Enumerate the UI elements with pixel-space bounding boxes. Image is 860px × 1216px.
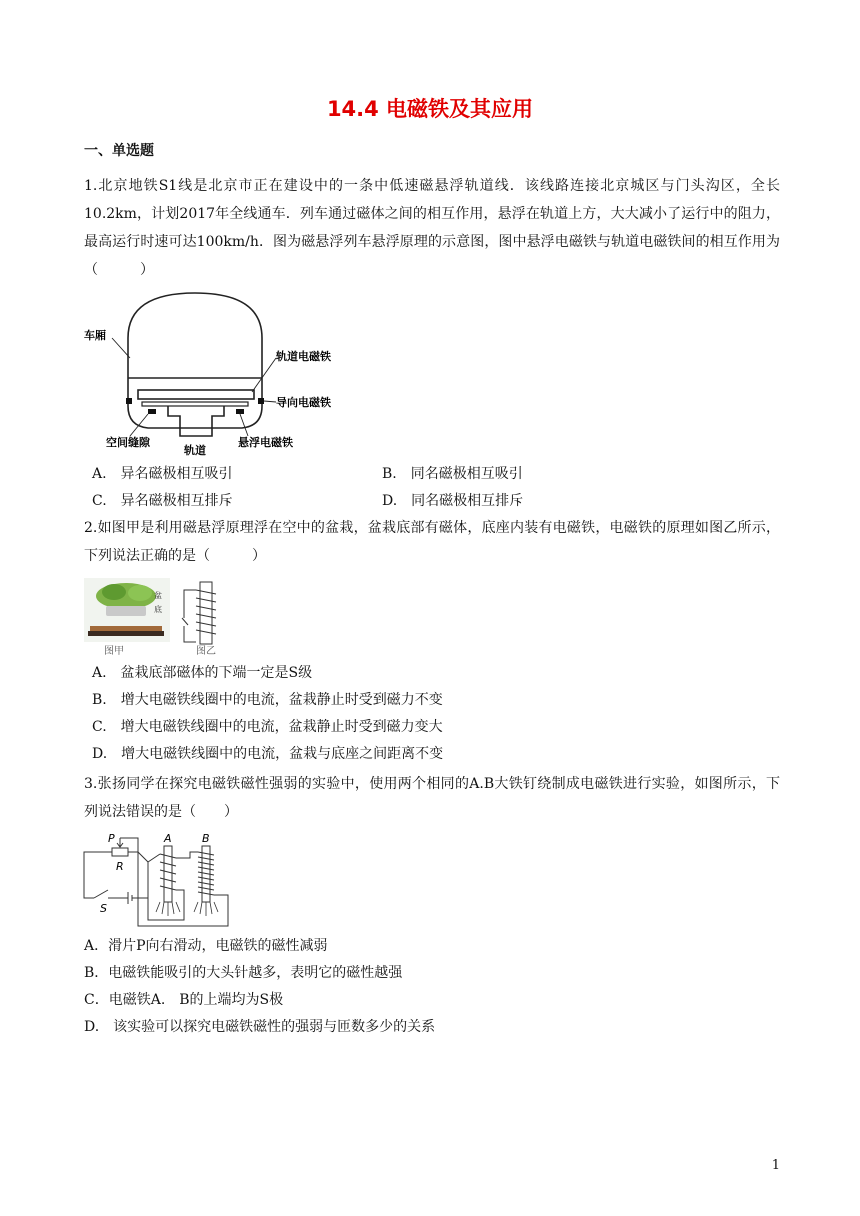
q2-option-c[interactable]: C. 增大电磁铁线圈中的电流，盆栽静止时受到磁力变大 [92, 719, 443, 735]
label-levitation-magnet: 悬浮电磁铁 [238, 436, 293, 449]
q2-option-b[interactable]: B. 增大电磁铁线圈中的电流，盆栽静止时受到磁力不变 [92, 692, 443, 708]
q1-option-a[interactable]: A. 异名磁极相互吸引 [92, 466, 233, 482]
label-S: S [100, 902, 107, 915]
question-2-text: 2.如图甲是利用磁悬浮原理浮在空中的盆栽，盆栽底部有磁体，底座内装有电磁铁，电磁铁的原理如图乙所示，下列说法正确的是（ ） [84, 520, 780, 564]
label-P: P [108, 832, 115, 845]
q2-option-d[interactable]: D. 增大电磁铁线圈中的电流，盆栽与底座之间距离不变 [92, 746, 444, 762]
label-car: 车厢 [84, 329, 106, 342]
label-gap: 空间缝隙 [106, 436, 150, 449]
label-track: 轨道 [184, 444, 206, 457]
q1-option-d[interactable]: D. 同名磁极相互排斥 [382, 493, 524, 509]
label-guide-magnet: 导向电磁铁 [276, 396, 331, 409]
label-track-magnet: 轨道电磁铁 [276, 350, 331, 363]
label-A: A [164, 832, 172, 845]
q3-option-a[interactable]: A．滑片P向右滑动，电磁铁的磁性减弱 [84, 938, 328, 954]
q1-option-c[interactable]: C. 异名磁极相互排斥 [92, 493, 233, 509]
question-3-text: 3.张扬同学在探究电磁铁磁性强弱的实验中，使用两个相同的A.B大铁钉绕制成电磁铁进行实验，如图所示，下列说法错误的是（ ） [84, 776, 780, 820]
circuit-diagram [80, 832, 240, 932]
maglev-diagram [80, 288, 350, 460]
q3-option-b[interactable]: B．电磁铁能吸引的大头针越多，表明它的磁性越强 [84, 965, 403, 981]
label-B: B [202, 832, 210, 845]
page-title: 14.4 电磁铁及其应用 [326, 97, 534, 121]
label-fig-b: 图乙 [196, 646, 216, 657]
label-pot: 盆 [154, 591, 162, 600]
bonsai-figure [84, 578, 244, 658]
q3-option-d[interactable]: D. 该实验可以探究电磁铁磁性的强弱与匝数多少的关系 [84, 1019, 436, 1035]
q2-option-a[interactable]: A. 盆栽底部磁体的下端一定是S级 [92, 665, 313, 681]
question-1-text: 1.北京地铁S1线是北京市正在建设中的一条中低速磁悬浮轨道线．该线路连接北京城区与门头沟区，全长10.2km，计划2017年全线通车．列车通过磁体之间的相互作用，悬浮在轨道上方，大大减小了运行中的阻力，最高运行时速可达100km/h．图为磁悬浮列车悬浮原理的示意图，图中悬浮电磁铁与轨道电磁铁间的相互作用为（ ） [84, 178, 780, 278]
page-number: 1 [771, 1158, 780, 1173]
label-fig-a: 图甲 [104, 646, 124, 657]
q3-option-c[interactable]: C．电磁铁A. B的上端均为S极 [84, 992, 284, 1008]
section-heading: 一、单选题 [84, 143, 154, 159]
label-bottom: 底 [154, 605, 162, 614]
label-R: R [116, 860, 124, 873]
q1-option-b[interactable]: B. 同名磁极相互吸引 [382, 466, 523, 482]
